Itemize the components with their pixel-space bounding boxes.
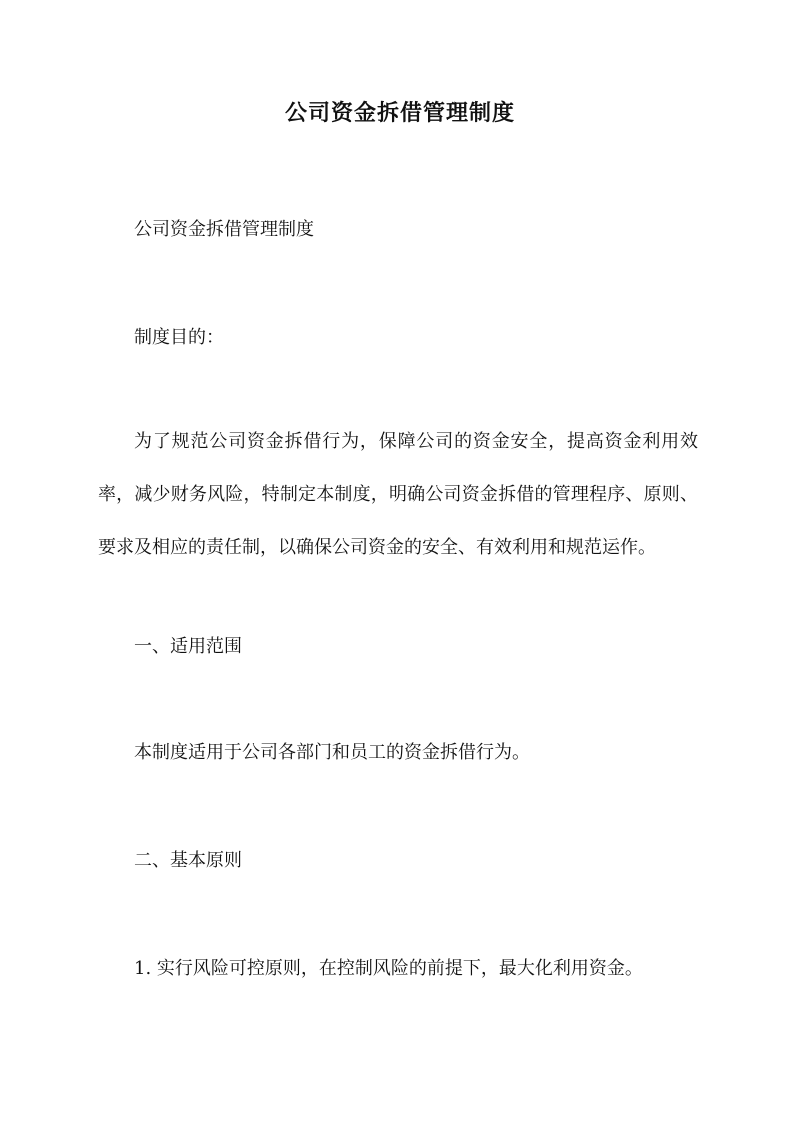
- section-heading-principles: 二、基本原则: [134, 850, 242, 871]
- purpose-heading: 制度目的：: [134, 327, 224, 348]
- document-title: 公司资金拆借管理制度: [284, 100, 515, 126]
- principle-item-1: 1. 实行风险可控原则，在控制风险的前提下，最大化利用资金。: [134, 958, 643, 979]
- scope-paragraph: 本制度适用于公司各部门和员工的资金拆借行为。: [134, 742, 530, 763]
- document-subtitle: 公司资金拆借管理制度: [134, 219, 314, 240]
- section-heading-scope: 一、适用范围: [134, 636, 242, 657]
- purpose-paragraph: 为了规范公司资金拆借行为，保障公司的资金安全，提高资金利用效率，减少财务风险，特制定本制度，明确公司资金拆借的管理程序、原则、要求及相应的责任制，以确保公司资金的安全、有效利用和规范运作。: [98, 431, 698, 558]
